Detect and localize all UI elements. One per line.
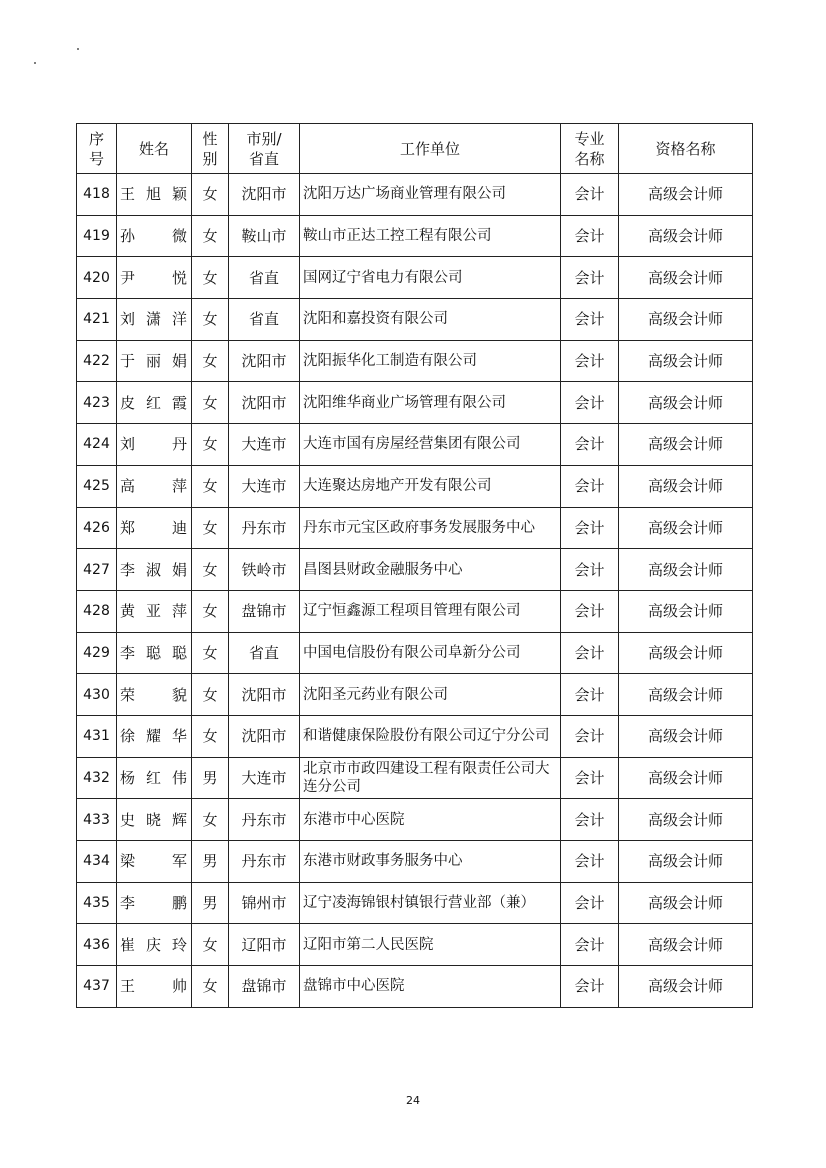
cell-qualification: 高级会计师 bbox=[619, 757, 753, 799]
cell-specialty: 会计 bbox=[561, 549, 619, 591]
cell-name: 尹悦 bbox=[117, 257, 192, 299]
cell-qualification: 高级会计师 bbox=[619, 632, 753, 674]
cell-unit: 昌图县财政金融服务中心 bbox=[300, 549, 561, 591]
table-row bbox=[77, 382, 753, 424]
cell-gender: 女 bbox=[192, 215, 229, 257]
table-row bbox=[77, 257, 753, 299]
cell-specialty: 会计 bbox=[561, 174, 619, 216]
cell-city: 大连市 bbox=[229, 465, 300, 507]
cell-specialty: 会计 bbox=[561, 924, 619, 966]
cell-gender: 女 bbox=[192, 340, 229, 382]
cell-index: 436 bbox=[77, 924, 117, 966]
header-qualification: 资格名称 bbox=[619, 124, 753, 174]
cell-qualification: 高级会计师 bbox=[619, 215, 753, 257]
qualification-table bbox=[76, 123, 753, 1008]
cell-gender: 女 bbox=[192, 590, 229, 632]
scan-speck bbox=[34, 62, 36, 64]
cell-unit: 丹东市元宝区政府事务发展服务中心 bbox=[300, 507, 561, 549]
cell-gender: 男 bbox=[192, 841, 229, 883]
cell-qualification: 高级会计师 bbox=[619, 299, 753, 341]
table-row bbox=[77, 757, 753, 799]
cell-index: 425 bbox=[77, 465, 117, 507]
cell-specialty: 会计 bbox=[561, 424, 619, 466]
scan-speck bbox=[77, 48, 79, 50]
cell-index: 434 bbox=[77, 841, 117, 883]
cell-qualification: 高级会计师 bbox=[619, 174, 753, 216]
table-row bbox=[77, 549, 753, 591]
cell-specialty: 会计 bbox=[561, 757, 619, 799]
cell-unit: 沈阳圣元药业有限公司 bbox=[300, 674, 561, 716]
cell-index: 419 bbox=[77, 215, 117, 257]
cell-unit: 大连聚达房地产开发有限公司 bbox=[300, 465, 561, 507]
table-row bbox=[77, 340, 753, 382]
cell-index: 431 bbox=[77, 715, 117, 757]
cell-specialty: 会计 bbox=[561, 674, 619, 716]
cell-index: 437 bbox=[77, 966, 117, 1008]
cell-unit: 沈阳和嘉投资有限公司 bbox=[300, 299, 561, 341]
cell-index: 423 bbox=[77, 382, 117, 424]
cell-unit: 国网辽宁省电力有限公司 bbox=[300, 257, 561, 299]
cell-gender: 女 bbox=[192, 674, 229, 716]
cell-gender: 女 bbox=[192, 632, 229, 674]
cell-unit: 北京市市政四建设工程有限责任公司大连分公司 bbox=[300, 757, 561, 799]
cell-unit: 沈阳万达广场商业管理有限公司 bbox=[300, 174, 561, 216]
cell-name: 于丽娟 bbox=[117, 340, 192, 382]
cell-name: 梁军 bbox=[117, 841, 192, 883]
cell-unit: 东港市财政事务服务中心 bbox=[300, 841, 561, 883]
cell-name: 刘丹 bbox=[117, 424, 192, 466]
cell-index: 426 bbox=[77, 507, 117, 549]
cell-specialty: 会计 bbox=[561, 966, 619, 1008]
cell-unit: 沈阳振华化工制造有限公司 bbox=[300, 340, 561, 382]
cell-specialty: 会计 bbox=[561, 215, 619, 257]
cell-qualification: 高级会计师 bbox=[619, 799, 753, 841]
table-row bbox=[77, 882, 753, 924]
cell-unit: 沈阳维华商业广场管理有限公司 bbox=[300, 382, 561, 424]
cell-gender: 女 bbox=[192, 424, 229, 466]
cell-city: 锦州市 bbox=[229, 882, 300, 924]
table-row bbox=[77, 299, 753, 341]
cell-qualification: 高级会计师 bbox=[619, 424, 753, 466]
table-row bbox=[77, 215, 753, 257]
cell-name: 李淑娟 bbox=[117, 549, 192, 591]
cell-city: 省直 bbox=[229, 632, 300, 674]
cell-gender: 女 bbox=[192, 924, 229, 966]
cell-qualification: 高级会计师 bbox=[619, 257, 753, 299]
cell-specialty: 会计 bbox=[561, 799, 619, 841]
cell-name: 杨红伟 bbox=[117, 757, 192, 799]
cell-city: 沈阳市 bbox=[229, 382, 300, 424]
cell-name: 高萍 bbox=[117, 465, 192, 507]
cell-city: 盘锦市 bbox=[229, 966, 300, 1008]
table-row bbox=[77, 465, 753, 507]
cell-gender: 女 bbox=[192, 507, 229, 549]
table-row bbox=[77, 966, 753, 1008]
cell-qualification: 高级会计师 bbox=[619, 340, 753, 382]
cell-index: 430 bbox=[77, 674, 117, 716]
cell-name: 王帅 bbox=[117, 966, 192, 1008]
cell-city: 丹东市 bbox=[229, 799, 300, 841]
header-name: 姓名 bbox=[117, 124, 192, 174]
cell-name: 刘潇洋 bbox=[117, 299, 192, 341]
cell-specialty: 会计 bbox=[561, 590, 619, 632]
table-row bbox=[77, 507, 753, 549]
table-row bbox=[77, 674, 753, 716]
cell-name: 史晓辉 bbox=[117, 799, 192, 841]
cell-city: 丹东市 bbox=[229, 841, 300, 883]
header-gender: 性别 bbox=[192, 124, 229, 174]
table-row bbox=[77, 424, 753, 466]
cell-name: 荣貌 bbox=[117, 674, 192, 716]
cell-index: 433 bbox=[77, 799, 117, 841]
cell-city: 大连市 bbox=[229, 424, 300, 466]
cell-gender: 男 bbox=[192, 882, 229, 924]
cell-index: 427 bbox=[77, 549, 117, 591]
cell-name: 崔庆玲 bbox=[117, 924, 192, 966]
cell-gender: 女 bbox=[192, 257, 229, 299]
cell-qualification: 高级会计师 bbox=[619, 507, 753, 549]
table-row bbox=[77, 590, 753, 632]
cell-gender: 女 bbox=[192, 299, 229, 341]
table-row bbox=[77, 174, 753, 216]
cell-city: 省直 bbox=[229, 299, 300, 341]
cell-unit: 中国电信股份有限公司阜新分公司 bbox=[300, 632, 561, 674]
cell-city: 辽阳市 bbox=[229, 924, 300, 966]
cell-qualification: 高级会计师 bbox=[619, 465, 753, 507]
cell-qualification: 高级会计师 bbox=[619, 966, 753, 1008]
cell-unit: 和谐健康保险股份有限公司辽宁分公司 bbox=[300, 715, 561, 757]
cell-specialty: 会计 bbox=[561, 882, 619, 924]
cell-gender: 女 bbox=[192, 465, 229, 507]
table-body bbox=[77, 174, 753, 1008]
cell-specialty: 会计 bbox=[561, 841, 619, 883]
header-index: 序号 bbox=[77, 124, 117, 174]
cell-gender: 女 bbox=[192, 549, 229, 591]
page-number: 24 bbox=[406, 1094, 420, 1107]
cell-unit: 辽宁凌海锦银村镇银行营业部（兼） bbox=[300, 882, 561, 924]
cell-qualification: 高级会计师 bbox=[619, 924, 753, 966]
cell-city: 省直 bbox=[229, 257, 300, 299]
header-specialty: 专业名称 bbox=[561, 124, 619, 174]
cell-city: 铁岭市 bbox=[229, 549, 300, 591]
header-row bbox=[77, 124, 753, 174]
cell-index: 424 bbox=[77, 424, 117, 466]
cell-index: 421 bbox=[77, 299, 117, 341]
cell-index: 420 bbox=[77, 257, 117, 299]
cell-unit: 辽宁恒鑫源工程项目管理有限公司 bbox=[300, 590, 561, 632]
header-unit: 工作单位 bbox=[300, 124, 561, 174]
cell-gender: 男 bbox=[192, 757, 229, 799]
cell-unit: 辽阳市第二人民医院 bbox=[300, 924, 561, 966]
cell-unit: 盘锦市中心医院 bbox=[300, 966, 561, 1008]
cell-qualification: 高级会计师 bbox=[619, 590, 753, 632]
cell-name: 皮红霞 bbox=[117, 382, 192, 424]
cell-name: 李鹏 bbox=[117, 882, 192, 924]
cell-specialty: 会计 bbox=[561, 465, 619, 507]
cell-index: 428 bbox=[77, 590, 117, 632]
cell-city: 丹东市 bbox=[229, 507, 300, 549]
cell-specialty: 会计 bbox=[561, 507, 619, 549]
cell-qualification: 高级会计师 bbox=[619, 841, 753, 883]
cell-index: 432 bbox=[77, 757, 117, 799]
cell-city: 沈阳市 bbox=[229, 674, 300, 716]
cell-name: 王旭颖 bbox=[117, 174, 192, 216]
cell-city: 沈阳市 bbox=[229, 715, 300, 757]
cell-unit: 大连市国有房屋经营集团有限公司 bbox=[300, 424, 561, 466]
cell-city: 大连市 bbox=[229, 757, 300, 799]
cell-specialty: 会计 bbox=[561, 257, 619, 299]
table-row bbox=[77, 632, 753, 674]
cell-qualification: 高级会计师 bbox=[619, 382, 753, 424]
cell-index: 435 bbox=[77, 882, 117, 924]
cell-name: 徐耀华 bbox=[117, 715, 192, 757]
cell-qualification: 高级会计师 bbox=[619, 549, 753, 591]
table-row bbox=[77, 715, 753, 757]
cell-qualification: 高级会计师 bbox=[619, 715, 753, 757]
cell-qualification: 高级会计师 bbox=[619, 882, 753, 924]
table-row bbox=[77, 799, 753, 841]
cell-name: 郑迪 bbox=[117, 507, 192, 549]
cell-index: 418 bbox=[77, 174, 117, 216]
cell-gender: 女 bbox=[192, 966, 229, 1008]
cell-qualification: 高级会计师 bbox=[619, 674, 753, 716]
cell-specialty: 会计 bbox=[561, 715, 619, 757]
cell-unit: 鞍山市正达工控工程有限公司 bbox=[300, 215, 561, 257]
cell-specialty: 会计 bbox=[561, 299, 619, 341]
cell-city: 沈阳市 bbox=[229, 340, 300, 382]
cell-name: 孙微 bbox=[117, 215, 192, 257]
cell-index: 429 bbox=[77, 632, 117, 674]
cell-name: 黄亚萍 bbox=[117, 590, 192, 632]
cell-gender: 女 bbox=[192, 174, 229, 216]
cell-city: 鞍山市 bbox=[229, 215, 300, 257]
cell-gender: 女 bbox=[192, 715, 229, 757]
qualification-list bbox=[76, 123, 752, 1008]
cell-city: 盘锦市 bbox=[229, 590, 300, 632]
header-city: 市别/省直 bbox=[229, 124, 300, 174]
cell-specialty: 会计 bbox=[561, 340, 619, 382]
cell-gender: 女 bbox=[192, 382, 229, 424]
cell-name: 李聪聪 bbox=[117, 632, 192, 674]
cell-index: 422 bbox=[77, 340, 117, 382]
cell-gender: 女 bbox=[192, 799, 229, 841]
cell-specialty: 会计 bbox=[561, 382, 619, 424]
cell-unit: 东港市中心医院 bbox=[300, 799, 561, 841]
table-row bbox=[77, 924, 753, 966]
table-row bbox=[77, 841, 753, 883]
cell-specialty: 会计 bbox=[561, 632, 619, 674]
cell-city: 沈阳市 bbox=[229, 174, 300, 216]
